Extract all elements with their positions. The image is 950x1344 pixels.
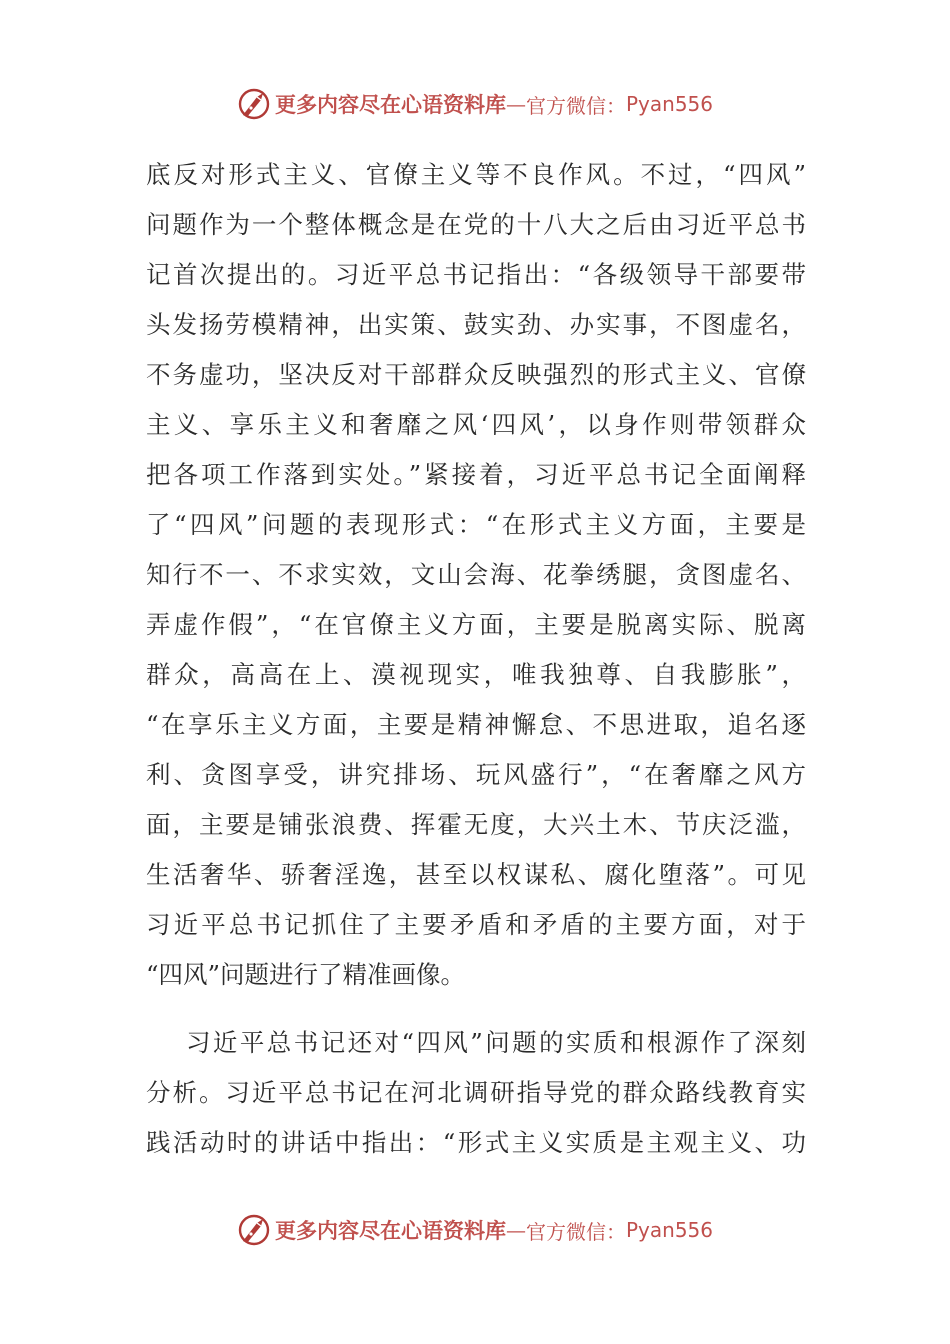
- text-line: 面，主要是铺张浪费、挥霍无度，大兴土木、节庆泛滥，: [146, 810, 806, 839]
- paragraph-1: [146, 150, 806, 1000]
- document-body: [146, 150, 806, 1168]
- text-line: 利、贪图享受，讲究排场、玩风盛行”，“在奢靡之风方: [146, 760, 806, 789]
- text-line: 底反对形式主义、官僚主义等不良作风。不过，“四风”: [146, 160, 806, 189]
- header-account: Pyan556: [625, 92, 713, 116]
- footer-banner: [0, 1210, 950, 1250]
- footer-title: 更多内容尽在心语资料库: [274, 1218, 506, 1243]
- text-line: 习近平总书记还对“四风”问题的实质和根源作了深刻: [186, 1028, 806, 1057]
- text-line: 知行不一、不求实效，文山会海、花拳绣腿，贪图虚名、: [146, 560, 806, 589]
- text-line: 弄虚作假”，“在官僚主义方面，主要是脱离实际、脱离: [146, 610, 806, 639]
- text-line: “在享乐主义方面，主要是精神懈怠、不思进取，追名逐: [146, 710, 806, 739]
- paragraph-2: [146, 1018, 806, 1168]
- footer-dash: —: [505, 1218, 526, 1242]
- text-line: 习近平总书记抓住了主要矛盾和矛盾的主要方面，对于: [146, 910, 806, 939]
- text-line: 不务虚功，坚决反对干部群众反映强烈的形式主义、官僚: [146, 360, 806, 389]
- text-line: “四风”问题进行了精准画像。: [146, 960, 466, 989]
- text-line: 主义、享乐主义和奢靡之风‘四风’，以身作则带领群众: [146, 410, 806, 439]
- text-line: 了“四风”问题的表现形式：“在形式主义方面，主要是: [146, 510, 806, 539]
- header-subtitle: 官方微信：: [525, 93, 626, 118]
- text-line: 践活动时的讲话中指出：“形式主义实质是主观主义、功: [146, 1128, 806, 1157]
- pen-nib-circle-icon: [237, 87, 271, 121]
- text-line: 问题作为一个整体概念是在党的十八大之后由习近平总书: [146, 210, 806, 239]
- pen-nib-circle-icon: [237, 1213, 271, 1247]
- header-banner: [0, 84, 950, 124]
- text-line: 把各项工作落到实处。”紧接着，习近平总书记全面阐释: [146, 460, 806, 489]
- text-line: 分析。习近平总书记在河北调研指导党的群众路线教育实: [146, 1078, 806, 1107]
- paragraph-gap: [146, 1000, 806, 1018]
- text-line: 生活奢华、骄奢淫逸，甚至以权谋私、腐化堕落”。可见: [146, 860, 806, 889]
- footer-account: Pyan556: [625, 1218, 713, 1242]
- text-line: 头发扬劳模精神，出实策、鼓实劲、办实事，不图虚名，: [146, 310, 806, 339]
- text-line: 群众，高高在上、漠视现实，唯我独尊、自我膨胀”，: [146, 660, 806, 689]
- header-dash: —: [505, 92, 526, 116]
- text-line: 记首次提出的。习近平总书记指出：“各级领导干部要带: [146, 260, 806, 289]
- header-title: 更多内容尽在心语资料库: [274, 92, 506, 117]
- footer-subtitle: 官方微信：: [525, 1219, 626, 1244]
